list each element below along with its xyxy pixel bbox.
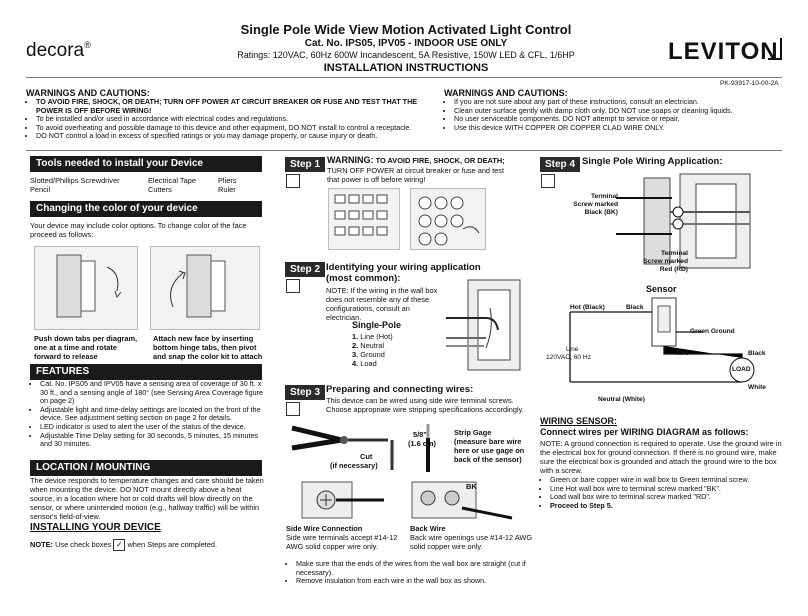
cut-note: (if necessary) [330,461,378,470]
back-wire-title: Back Wire [410,524,446,533]
terminal-red-label: Terminal Screw marked Red (RD) [643,250,688,273]
wall-box-illustration [446,278,526,374]
step4-checkbox[interactable] [541,174,555,188]
part-number: PK-93917-10-00-2A [720,80,779,87]
wire-item: 3. Ground [352,350,385,359]
ratings-line: Ratings: 120VAC, 60Hz 600W Incandescent, 5A Resistive, 150W LED & CFL, 1/6HP [237,50,575,60]
checkbox-sample-icon: ✓ [113,539,125,551]
warnings-right-title: WARNINGS AND CAUTIONS: [444,88,568,98]
green-ground-label: Green Ground [690,328,735,335]
installing-note-text-2: when Steps are completed. [127,539,218,549]
tool-item: Pencil [30,185,51,194]
side-wire-illustration [296,478,386,522]
bk-label: BK [466,482,477,491]
installing-note [30,539,270,551]
warnings-left-title: WARNINGS AND CAUTIONS: [26,88,150,98]
step1-line2: TURN OFF POWER at circuit breaker or fuse and test [327,166,505,175]
installing-heading: INSTALLING YOUR DEVICE [30,522,161,533]
back-wire-illustration [408,478,518,522]
wiring-sensor-note: NOTE: A ground connection is required to operate. Use the ground wire in the electrical box for ground connection. If there is no ground wire, make sure the electrical box is grounded and attach the ground wire to the box with a screw. [540,439,782,475]
white-label: White [748,384,766,391]
features-header: FEATURES [30,364,262,380]
doc-title: Single Pole Wide View Motion Activated Light Control [240,22,572,37]
black-label-1: Black [626,304,644,311]
color-change-illustration-1 [34,246,138,330]
wire-strip-illustration [400,420,436,476]
step2-list [352,332,393,368]
feature-item: • Adjustable Time Delay setting for 30 seconds, 5 minutes, 15 minutes and 30 minutes. [40,432,270,449]
tools-header: Tools needed to install your Device [30,156,262,172]
warning-item: • If you are not sure about any part of these instructions, consult an electrician. [454,98,784,107]
step1-warning-label: WARNING: [327,155,374,165]
voltage-label: 120VAC, 60 Hz [546,354,591,361]
installing-note-label: NOTE: [30,539,53,549]
brand-decora [26,40,91,62]
tool-item: Slotted/Phillips Screwdriver [30,176,120,185]
tool-item: Pliers [218,176,237,185]
side-wire-title: Side Wire Connection [286,524,363,533]
warning-item: • Use this device WITH COPPER OR COPPER CLAD WIRE ONLY. [454,124,784,133]
feature-item: • Adjustable light and time-delay settings are located on the front of the device. See adjustment setting section on page 2 for details. [40,406,270,423]
step2-tab: Step 2 [285,262,325,277]
step3-text: This device can be wired using side wire terminal screws. Choose appropriate wire stripping specifications accordingly. [326,396,524,414]
tool-item: Cutters [148,185,172,194]
step2-title: Identifying your wiring application [326,262,481,273]
terminal-black-label: Terminal Screw marked Black (BK) [573,193,618,216]
sensor-label: Sensor [646,284,677,294]
step1-tab: Step 1 [285,157,325,172]
wiring-sensor-title: WIRING SENSOR: [540,416,618,426]
wire-item: 2. Neutral [352,341,385,350]
leviton-logo: LEVITON [668,38,779,65]
wire-item: 1. Line (Hot) [352,332,393,341]
step2-list-title: Single-Pole [352,320,402,330]
load-label: LOAD [732,366,751,373]
wiring-sensor-subtitle: Connect wires per WIRING DIAGRAM as follows: [540,427,749,437]
side-wire-caption [286,524,402,551]
black-label-2: Black [748,350,766,357]
color-change-illustration-2 [150,246,260,330]
location-header: LOCATION / MOUNTING [30,460,262,476]
warnings-divider [26,150,782,151]
feature-item: • Cat. No. IPS05 and IPV05 have a sensing area of coverage of 30 ft. x 30 ft., and a sensing angle of 180° (see Sensing Area Coverage figure on page 2) [40,380,270,406]
wiring-step: • Green or bare copper wire in wall box to Green terminal screw. [550,476,790,485]
feature-item: • LED indicator is used to alert the user of the status of the device. [40,423,270,432]
wiring-step: • Load wall box wire to terminal screw marked "RD". [550,493,790,502]
hot-black-label: Hot (Black) [570,304,605,311]
step2-note: NOTE: If the wiring in the wall box does not resemble any of these configurations, consult an electrician. [326,286,438,322]
location-text: The device responds to temperature changes and care should be taken when mounting the device. DO NOT mount directly above a heat source, in a location where hot or cold drafts will blow directly on the sensor, or where unintended motion (e.g., hallway traffic) will be within sensor's field-of-view. [30,476,264,521]
tool-item: Ruler [218,185,236,194]
warning-item: • DO NOT control a load in excess of specified ratings or you may damage property, or cause injury or death. [36,132,421,141]
features-list [30,380,270,449]
warning-item: • TO AVOID FIRE, SHOCK, OR DEATH; TURN OFF POWER AT CIRCUIT BREAKER OR FUSE AND TEST THAT THE POWER IS OFF BEFORE WIRING! [36,98,421,115]
wire-item: 4. Load [352,359,377,368]
color-change-intro: Your device may include color options. To change color of the face proceed as follows: [30,221,247,239]
back-wire-text: Back wire openings use #14-12 AWG solid copper wire only. [410,533,533,551]
line-label: Line [566,346,579,353]
install-heading: INSTALLATION INSTRUCTIONS [323,62,489,74]
side-wire-text: Side wire terminals accept #14-12 AWG solid copper wire only. [286,533,398,551]
step1-warning [327,156,527,165]
red-label: Red [676,350,689,357]
step1-warning-text: TO AVOID FIRE, SHOCK, OR DEATH; [375,156,505,165]
cut-label: Cut [360,452,373,461]
step1-line3: that power is off before wiring! [327,175,426,184]
breaker-panel-illustration [328,188,400,250]
step3-checkbox[interactable] [286,402,300,416]
strip-dimension-cm: (1.6 cm) [408,439,436,448]
warning-item: • To be installed and/or used in accordance with electrical codes and regulations. [36,115,421,124]
warning-item: • To avoid overheating and possible damage to this device and other equipment, DO NOT install to control a receptacle. [36,124,421,133]
wiring-device-illustration [612,168,772,274]
brand-reg: ® [84,40,91,50]
strip-gage-title: Strip Gage [454,428,492,437]
step3-bullet: • Make sure that the ends of the wires from the wall box are straight (cut if necessary). [296,560,546,577]
back-wire-caption [410,524,536,551]
color-change-caption-1: Push down tabs per diagram, one at a time and rotate forward to release [34,334,138,361]
step3-bullet: • Remove insulation from each wire in the wall box as shown. [296,577,546,586]
wiring-sensor-list [540,476,790,510]
color-change-caption-2: Attach new face by inserting bottom hinge tabs, then pivot and snap the color kit to attach [153,334,263,361]
step2-checkbox[interactable] [286,279,300,293]
warning-item: • Clean outer surface gently with damp cloth only. DO NOT use soaps or cleaning liquids. [454,107,784,116]
neutral-label: Neutral (White) [598,396,645,403]
wiring-step: • Proceed to Step 5. [550,502,790,511]
header-divider [26,77,782,78]
step2-title-2: (most common): [326,273,401,284]
installing-note-text: Use check boxes [55,539,112,549]
color-change-header: Changing the color of your device [30,201,262,217]
warnings-left [26,88,421,141]
fuse-box-illustration [410,188,486,250]
catalog-line: Cat. No. IPS05, IPV05 - INDOOR USE ONLY [304,38,508,49]
strip-dimension: 5/8" [413,430,427,439]
strip-gage-text: (measure bare wire here or use gage on back of the sensor) [454,437,525,464]
warnings-right [444,88,784,132]
step3-tab: Step 3 [285,385,325,400]
step4-tab: Step 4 [540,157,580,172]
tool-item: Electrical Tape [148,176,196,185]
step3-title: Preparing and connecting wires: [326,384,474,395]
wiring-step: • Line Hot wall box wire to terminal screw marked "BK". [550,485,790,494]
step4-title: Single Pole Wiring Application: [582,156,723,167]
logo-mark-icon [768,38,782,60]
warning-item: • No user serviceable components. DO NOT attempt to service or repair. [454,115,784,124]
step1-checkbox[interactable] [286,174,300,188]
brand-name: decora [26,40,85,61]
step3-bullets [286,560,546,586]
